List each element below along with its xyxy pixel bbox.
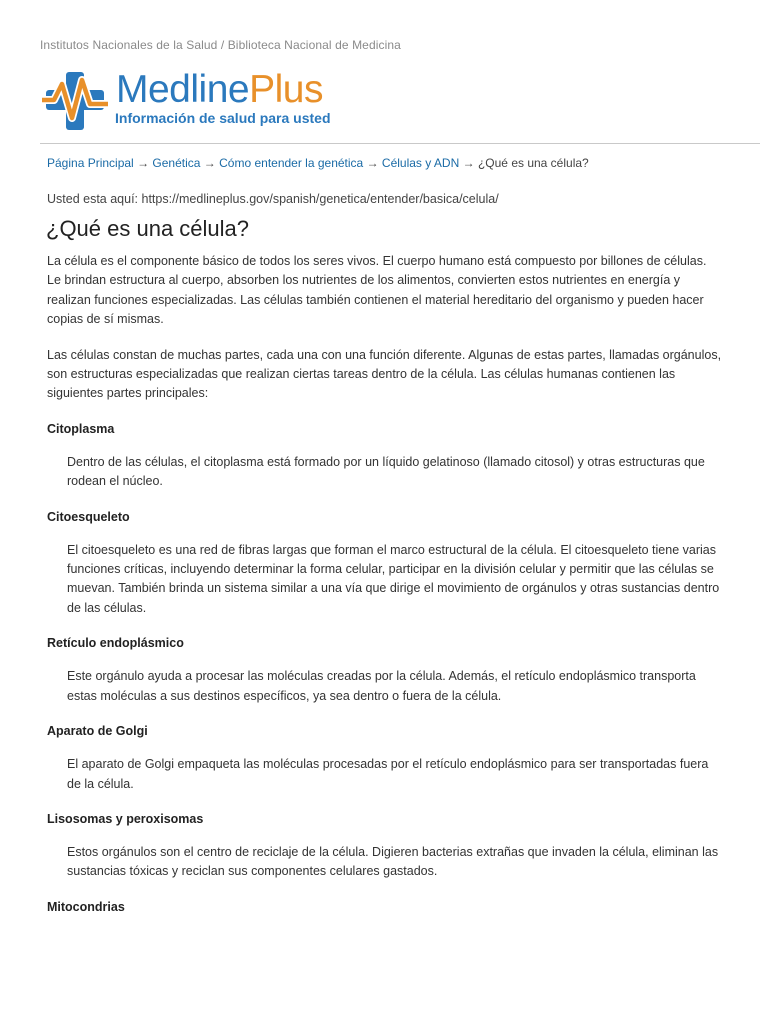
section-heading-cytoplasm: Citoplasma xyxy=(47,421,115,436)
section-body-golgi: El aparato de Golgi empaqueta las moléculas procesadas por el retículo endoplásmico para ser transportadas fuera de la célula. xyxy=(67,757,709,791)
brand-tagline: Información de salud para usted xyxy=(115,110,331,126)
breadcrumb-home[interactable]: Página Principal xyxy=(47,156,134,170)
section-body-lysosomes: Estos orgánulos son el centro de reciclaje de la célula. Digieren bacterias extrañas que invaden la célula, eliminan las sustancias tóxicas y reciclan sus componentes celulares gastados. xyxy=(67,844,719,879)
breadcrumb-genetics[interactable]: Genética xyxy=(152,156,201,170)
breadcrumb-separator: → xyxy=(366,156,379,170)
medlineplus-logo[interactable] xyxy=(42,68,362,134)
page-title: ¿Qué es una célula? xyxy=(46,216,250,241)
section-heading-cytoskeleton: Citoesqueleto xyxy=(47,509,130,524)
brand-plus: Plus xyxy=(249,68,323,111)
section-body-endoplasmic-reticulum: Este orgánulo ayuda a procesar las moléculas creadas por la célula. Además, el retículo endoplásmico transporta estas moléculas a sus destinos específicos, ya sea dentro o fuera de la célula. xyxy=(67,669,696,703)
brand-main: Medline xyxy=(116,68,250,111)
section-heading-endoplasmic-reticulum: Retículo endoplásmico xyxy=(47,636,184,651)
breadcrumb-current: ¿Qué es una célula? xyxy=(477,156,589,170)
breadcrumb-understanding-genetics[interactable]: Cómo entender la genética xyxy=(219,156,364,170)
brand-name xyxy=(116,68,323,112)
section-body-cytoplasm: Dentro de las células, el citoplasma está formado por un líquido gelatinoso (llamado citosol) y otras estructuras que rodean el núcleo. xyxy=(67,454,705,489)
breadcrumb-cells-dna[interactable]: Células y ADN xyxy=(381,156,460,170)
breadcrumb-separator: → xyxy=(462,156,475,170)
medlineplus-logo-icon xyxy=(42,70,108,132)
article-content xyxy=(47,252,723,931)
section-heading-lysosomes: Lisosomas y peroxisomas xyxy=(47,811,204,826)
page-location: Usted esta aquí: https://medlineplus.gov/spanish/genetica/entender/basica/celula/ xyxy=(47,192,499,206)
section-body-cytoskeleton: El citoesqueleto es una red de fibras largas que forman el marco estructural de la célula. El citoesqueleto tiene varias funciones críticas, incluyendo determinar la forma celular, participar en la división celular y permitir que las células se muevan. También brinda un sistema similar a una vía que dirige el movimiento de orgánulos y otras sustancias dentro de las células. xyxy=(67,542,720,615)
header-divider xyxy=(40,143,760,144)
breadcrumb-separator: → xyxy=(203,156,216,170)
intro-paragraph: La célula es el componente básico de todos los seres vivos. El cuerpo humano está compuesto por billones de células. Le brindan estructura al cuerpo, absorben los nutrientes de los alimentos, convierten estos nutrientes en energía y realizan funciones especializadas. Las células también contienen el material hereditario del organismo y pueden hacer copias de sí mismas. xyxy=(47,254,707,327)
intro-paragraph: Las células constan de muchas partes, cada una con una función diferente. Algunas de estas partes, llamadas orgánulos, son estructuras especializadas que realizan ciertas tareas dentro de la célula. Las células humanas contienen las siguientes partes principales: xyxy=(47,347,722,401)
section-heading-golgi: Aparato de Golgi xyxy=(47,724,148,739)
section-heading-mitochondria: Mitocondrias xyxy=(47,899,125,914)
breadcrumb xyxy=(47,156,589,170)
agency-banner: Institutos Nacionales de la Salud / Biblioteca Nacional de Medicina xyxy=(40,38,401,52)
breadcrumb-separator: → xyxy=(137,156,150,170)
